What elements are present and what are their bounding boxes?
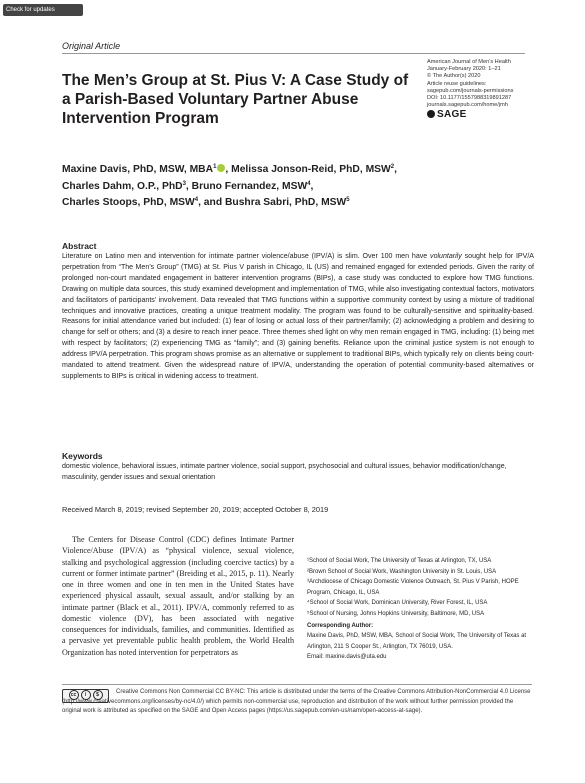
affiliation-item: ¹School of Social Work, The University of Texas at Arlington, TX, USA: [307, 558, 492, 564]
affiliation-item: ³Archdiocese of Chicago Domestic Violence Outreach, St. Pius V Parish, HOPE Program, Chicago, IL, USA: [307, 579, 519, 596]
journal-issue: January-February 2020: 1–21: [427, 66, 501, 73]
sage-logo-text: SAGE: [437, 109, 467, 121]
journal-name: American Journal of Men’s Health: [427, 59, 511, 65]
by-icon: i: [81, 690, 91, 700]
keywords-heading: Keywords: [62, 451, 103, 461]
bottom-divider: [62, 684, 532, 685]
author-affil-marker: 3: [182, 180, 186, 187]
copyright-line: © The Author(s) 2020: [427, 73, 481, 80]
author-name: Maxine Davis, PhD, MSW, MBA: [62, 164, 214, 175]
abstract-emphasis: voluntarily: [430, 253, 462, 260]
author-name: Charles Stoops, PhD, MSW: [62, 197, 195, 208]
journal-info: [427, 59, 532, 119]
reuse-guidelines-label: Article reuse guidelines:: [427, 80, 487, 87]
sage-logo-mark: [427, 110, 435, 118]
license-text: Creative Commons Non Commercial CC BY-NC: This article is distributed under the terms of the Creative Commons Attribution-NonCommercial 4.0 License (http://www.creativecommons.org/licenses/by-nc/4.0/) which permits non-commercial use, reproduction and distribution of the work without further permission provided the original work is attributed as specified on the SAGE and Open Access pages (https://us.sagepub.com/en-us/nam/open-access-at-sage).: [62, 689, 531, 715]
journal-home-link[interactable]: journals.sagepub.com/home/jmh: [427, 102, 508, 109]
nc-icon: $: [93, 690, 103, 700]
top-divider: [62, 53, 525, 54]
corresponding-author-heading: Corresponding Author:: [307, 622, 374, 629]
affiliation-item: ²Brown School of Social Work, Washington University in St. Louis, USA: [307, 568, 497, 575]
affiliations: [307, 556, 531, 663]
doi[interactable]: DOI: 10.1177/1557988319891287: [427, 95, 512, 102]
author-name: , Melissa Jonson-Reid, PhD, MSW: [225, 164, 391, 175]
corresponding-author-text: Maxine Davis, PhD, MSW, MBA, School of Social Work, The University of Texas at Arlington, 211 S Cooper St., Arlington, TX 76019, USA.: [307, 633, 527, 650]
received-dates: Received March 8, 2019; revised September 20, 2019; accepted October 8, 2019: [62, 505, 329, 514]
author-name: , Bruno Fernandez, MSW: [185, 180, 308, 192]
author-affil-marker: 4: [307, 180, 311, 187]
corresponding-author-email[interactable]: Email: maxine.davis@uta.edu: [307, 654, 387, 661]
body-text: [62, 534, 294, 658]
author-affil-marker: 4: [194, 197, 199, 203]
author-name: Charles Dahm, O.P., PhD: [62, 180, 183, 192]
author-affil-marker: 2: [390, 164, 395, 170]
affiliation-item: ⁵School of Nursing, Johns Hopkins University, Baltimore, MD, USA: [307, 610, 485, 617]
article-title: The Men’s Group at St. Pius V: A Case Study of a Parish-Based Voluntary Partner Abuse Intervention Program: [62, 72, 409, 127]
abstract-text: Literature on Latino men and intervention for intimate partner violence/abuse (IPV/A) is slim. Over 100 men have voluntarily sought help for IPV/A perpetration from “The Men’s Group” (TMG) at St. Pius V parish in Chicago, IL (US) and remained engaged for extended periods. Given the rarity of prolonged non-court mandated engagement in batterer intervention programs (BIPs), a case study was conducted to explore how TMG functions. Drawing on multiple data sources, this study examined development and implementation of TMG, while also investigating contextual factors, motivators and facilitators of participants’ involvement. Data revealed that TMG functions within a supportive community context by using a mixture of traditional techniques and innovative practices, creating a unique treatment modality. The program was found to be culturally-sensitive and spirituality-based. Reasons for initial attendance varied but included: (1) fear of losing or actual loss of their partner/family; (2) acknowledging a problem and desiring to change for self or others; and (3) a desire to reach inner peace. Three themes shed light on why men remain engaged in TMG, including: (1) being met with respect by facilitators; (2) experiencing TMG as “family”; and (3) gaining benefits. Reliance upon the criminal justice system is not enough to address IPV/A perpetration. This program shows promise as an alternative or supplement to traditional BIPs, which typically rely on clients being court-mandated to attend treatment. Given the widespread nature of IPV/A, understanding the operation of potential community-based alternatives or supplements to BIPs is critical in widening access to treatment.: [62, 253, 534, 380]
affiliation-item: ⁴School of Social Work, Dominican University, River Forest, IL, USA: [307, 600, 488, 607]
check-for-updates-badge[interactable]: Check for updates: [3, 4, 83, 16]
body-paragraph: The Centers for Disease Control (CDC) defines Intimate Partner Violence/Abuse (IPV/A) as “physical violence, sexual violence, stalking and psychological aggression (including coercive tactics) by a current or former intimate partner” (Breiding et al., 2015, p. 11). Nearly one in three women and one in ten men in the United States have experienced physical assault, sexual assault, and/or stalking by an intimate partner (Black et al., 2011). IPV/A, commonly referred to as domestic violence (DV), has been associated with negative consequences for individuals, families, and communities. Identified as a pervasive yet preventable public health problem, the World Health Organization has noted intervention for perpetrators as: [62, 535, 294, 657]
author-list: Maxine Davis, PhD, MSW, MBA$^1$ , Melissa Jonson-Reid, PhD, MSW$^2$, Charles Dahm, O.P., PhD$^3$, Bruno Fernandez, MSW$^4$, Charles Stoops, PhD, MSW$^4$, and Bushra Sabri, PhD, MSW$^5$: [62, 164, 397, 208]
author-name: , and Bushra Sabri, PhD, MSW: [198, 197, 347, 208]
author-affil-marker: 5: [346, 197, 350, 203]
keywords-text: domestic violence, behavioral issues, intimate partner violence, social support, psychosocial and cultural issues, behavior modification/change, masculinity, gender issues and sexual orientation: [62, 463, 507, 481]
permissions-link[interactable]: sagepub.com/journals-permissions: [427, 87, 514, 94]
article-type: Original Article: [62, 41, 121, 51]
cc-icon: cc: [69, 690, 79, 700]
sage-logo: [427, 109, 532, 121]
author-affil-marker: 1: [213, 164, 217, 170]
abstract-heading: Abstract: [62, 241, 97, 251]
